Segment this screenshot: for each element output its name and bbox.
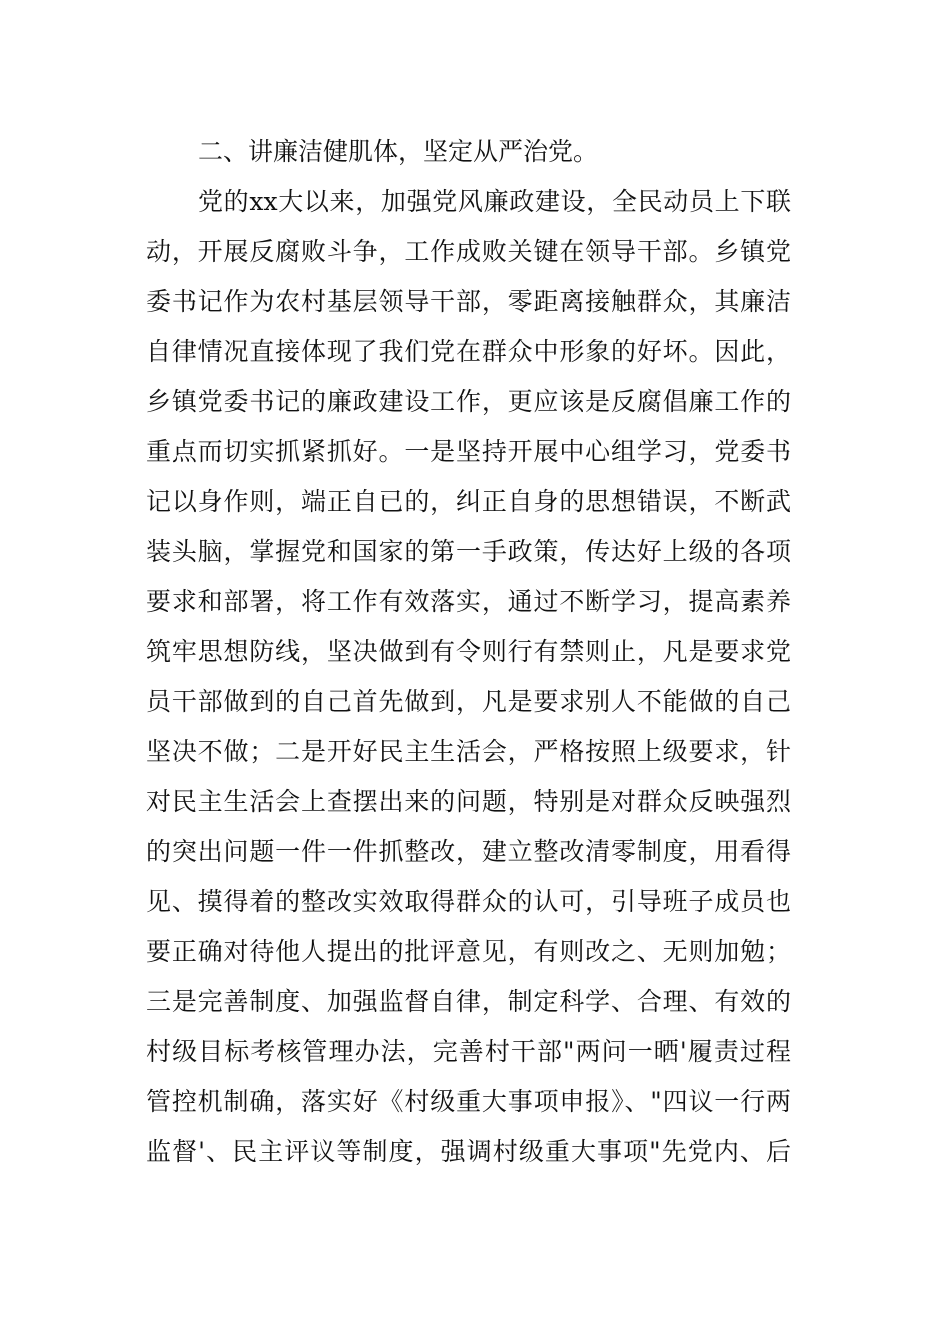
paragraph-line-12: 坚决不做；二是开好民主生活会，严格按照上级要求，针	[146, 737, 791, 766]
paragraph-line-6: 重点而切实抓紧抓好。一是坚持开展中心组学习，党委书	[146, 437, 791, 466]
paragraph-line-5: 乡镇党委书记的廉政建设工作，更应该是反腐倡廉工作的	[146, 387, 791, 416]
paragraph-line-2: 动，开展反腐败斗争，工作成败关键在领导干部。乡镇党	[146, 237, 791, 266]
paragraph-line-10: 筑牢思想防线，坚决做到有令则行有禁则止，凡是要求党	[146, 637, 791, 666]
paragraph-line-3: 委书记作为农村基层领导干部，零距离接触群众，其廉洁	[146, 287, 791, 316]
section-heading: 二、讲廉洁健肌体，坚定从严治党。	[198, 137, 599, 166]
paragraph-line-14: 的突出问题一件一件抓整改，建立整改清零制度，用看得	[146, 837, 791, 866]
paragraph-line-8: 装头脑，掌握党和国家的第一手政策，传达好上级的各项	[146, 537, 791, 566]
paragraph-line-15: 见、摸得着的整改实效取得群众的认可，引导班子成员也	[146, 887, 791, 916]
paragraph-line-19: 管控机制确，落实好《村级重大事项申报》、"四议一行两	[146, 1087, 791, 1116]
paragraph-line-7: 记以身作则，端正自已的，纠正自身的思想错误，不断武	[146, 487, 791, 516]
paragraph-line-20: 监督'、民主评议等制度，强调村级重大事项"先党内、后	[146, 1137, 791, 1166]
paragraph-line-16: 要正确对待他人提出的批评意见，有则改之、无则加勉；	[146, 937, 791, 966]
paragraph-line-9: 要求和部署，将工作有效落实，通过不断学习，提高素养	[146, 587, 791, 616]
paragraph-line-11: 员干部做到的自己首先做到，凡是要求别人不能做的自己	[146, 687, 791, 716]
paragraph-line-18: 村级目标考核管理办法，完善村干部"两问一晒'履责过程	[146, 1037, 791, 1066]
document-body	[146, 127, 791, 1177]
paragraph-line-4: 自律情况直接体现了我们党在群众中形象的好坏。因此，	[146, 337, 791, 366]
paragraph-line-17: 三是完善制度、加强监督自律，制定科学、合理、有效的	[146, 987, 791, 1016]
paragraph-line-13: 对民主生活会上查摆出来的问题，特别是对群众反映强烈	[146, 787, 791, 816]
paragraph-line-1: 党的xx大以来，加强党风廉政建设，全民动员上下联	[198, 187, 791, 216]
